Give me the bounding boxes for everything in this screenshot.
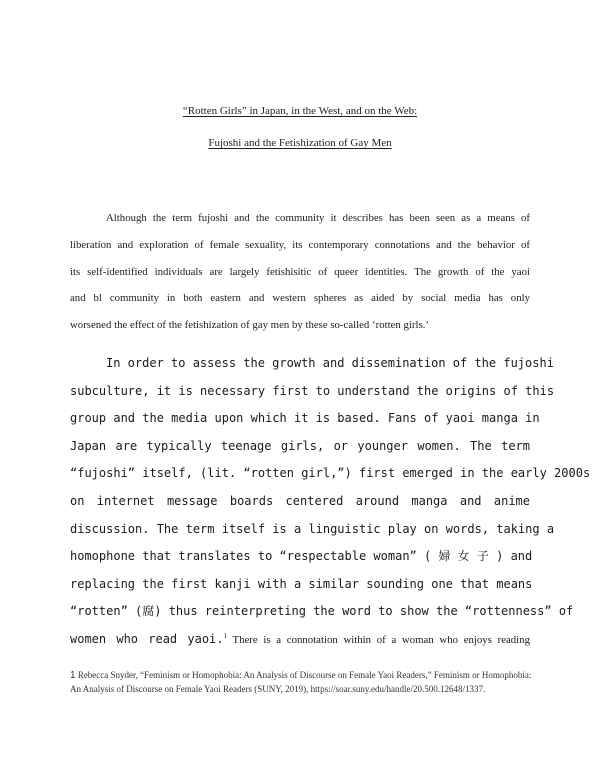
body-last-line-start: women who read yaoi. bbox=[70, 631, 224, 646]
abstract-paragraph bbox=[70, 205, 530, 339]
abstract-line: and bl community in both eastern and western spheres as aided by social media has only bbox=[70, 292, 530, 305]
body-last-line-tail: There is a connotation within of a woman who enjoys reading bbox=[227, 633, 530, 646]
body-line: discussion. The term itself is a linguistic play on words, taking a bbox=[70, 521, 555, 536]
body-line: “fujoshi” itself, (lit. “rotten girl,”) first emerged in the early 2000s bbox=[70, 466, 591, 481]
footnote bbox=[70, 669, 540, 695]
body-paragraph bbox=[70, 350, 591, 654]
title-line-2: Fujoshi and the Fetishization of Gay Men bbox=[208, 137, 392, 149]
body-line-last bbox=[70, 626, 530, 654]
body-line: on internet message boards centered around manga and anime bbox=[70, 493, 530, 508]
footnote-text: Rebecca Snyder, “Feminism or Homophobia: An Analysis of Discourse on Female Yaoi Readers,” Feminism or Homophobia: An Analysis of Discourse on Female Yaoi Readers (SUNY, 2019), https://soar.suny.edu/handle/20.500.12648/1337. bbox=[70, 670, 532, 694]
body-line: group and the media upon which it is based. Fans of yaoi manga in bbox=[70, 411, 540, 426]
title-line-1: “Rotten Girls” in Japan, in the West, and on the Web: bbox=[182, 105, 418, 117]
body-line: Japan are typically teenage girls, or younger women. The term bbox=[70, 438, 530, 453]
abstract-line: Although the term fujoshi and the community it describes has been seen as a means of bbox=[106, 212, 530, 224]
body-line: subculture, it is necessary first to understand the origins of this bbox=[70, 383, 555, 398]
body-line: homophone that translates to “respectable woman” ( 婦 女 子 ) and bbox=[70, 549, 533, 564]
abstract-line: worsened the effect of the fetishization of gay men by these so-called ‘rotten girls.’ bbox=[70, 319, 429, 332]
abstract-line: its self-identified individuals are largely fetishisitic of queer identities. The growth of the yaoi bbox=[70, 265, 530, 278]
footnote-reference[interactable]: 1 bbox=[223, 631, 227, 640]
body-line: replacing the first kanji with a similar sounding one that means bbox=[70, 576, 533, 591]
footnote-number: 1 bbox=[70, 670, 76, 681]
body-line: “rotten” (腐) thus reinterpreting the word to show the “rottenness” of bbox=[70, 604, 574, 619]
abstract-line: liberation and exploration of female sexuality, its contemporary connotations and the behavior of bbox=[70, 238, 530, 251]
body-line: In order to assess the growth and dissemination of the fujoshi bbox=[106, 356, 554, 370]
